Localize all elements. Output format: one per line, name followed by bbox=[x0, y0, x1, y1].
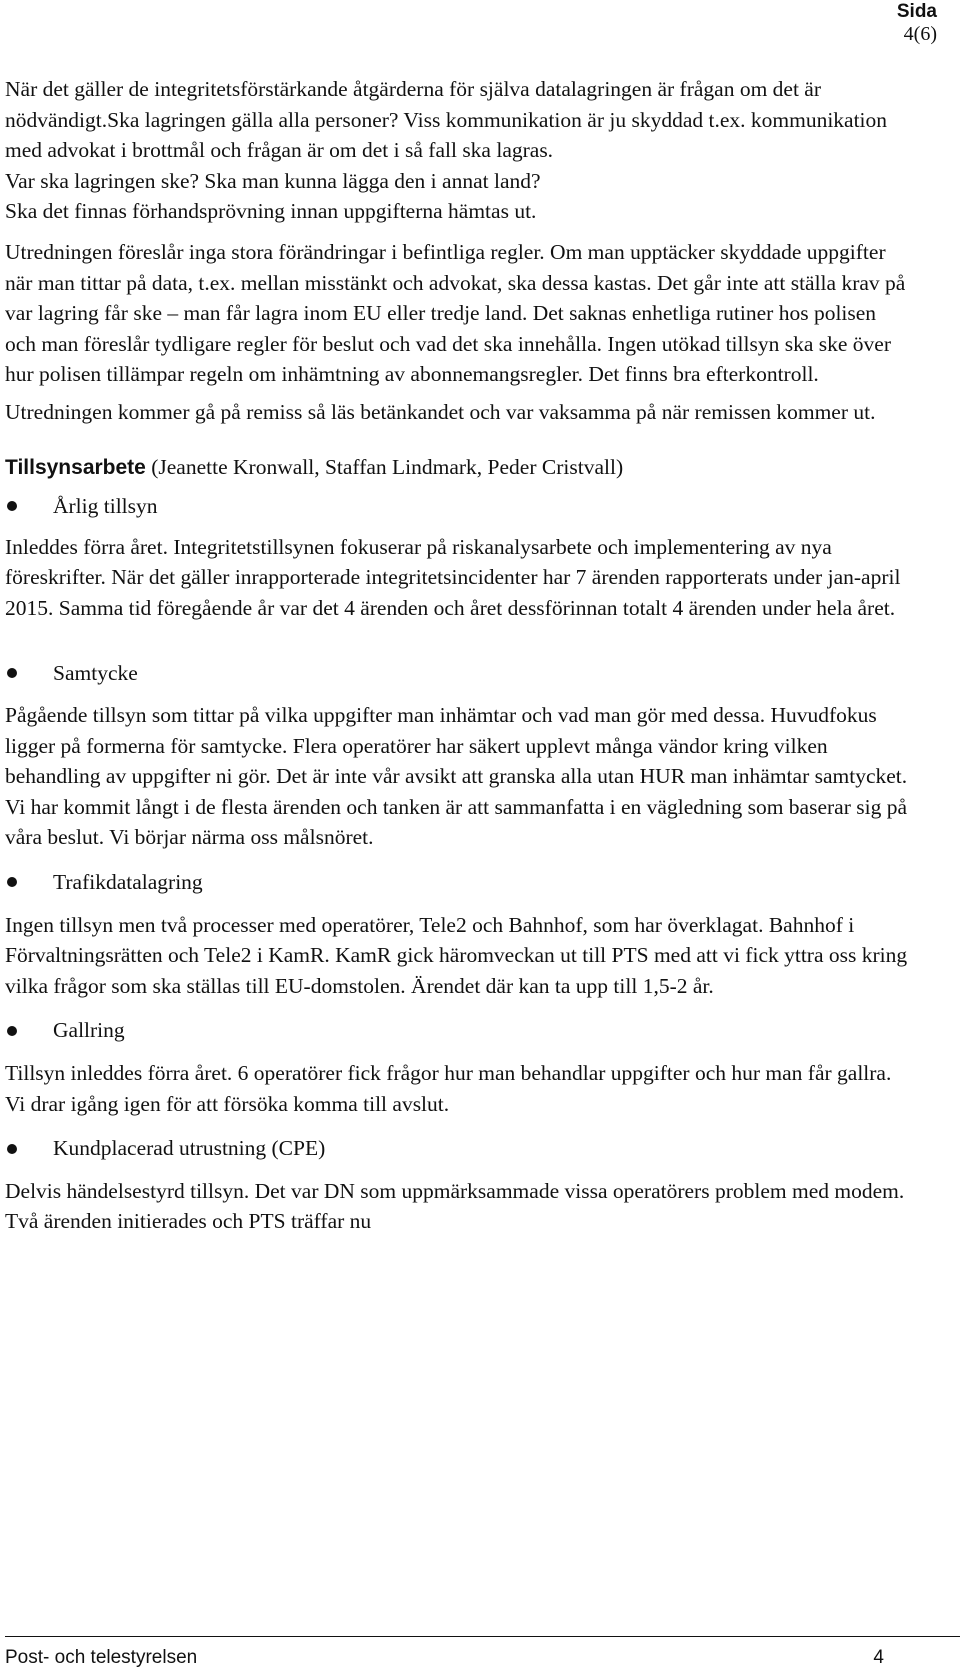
paragraph: Tillsyn inleddes förra året. 6 operatörer fick frågor hur man behandlar uppgifter och hur man får gallra. Vi drar igång igen för att försöka komma till avslut. bbox=[5, 1061, 892, 1116]
paragraph: Ska det finnas förhandsprövning innan uppgifterna hämtas ut. bbox=[5, 199, 537, 224]
bullet-item bbox=[5, 1133, 910, 1164]
paragraph: Pågående tillsyn som tittar på vilka uppgifter man inhämtar och vad man gör med dessa. Huvudfokus ligger på formerna för samtycke. Flera operatörer har säkert upplevt många vändor kring vilken behandling av uppgifter ni gör. Det är inte vår avsikt att granska alla utan HUR man inhämtar samtycket. Vi har kommit långt i de flesta ärenden och tanken är att sammanfatta i en vägledning som baserar sig på våra beslut. Vi börjar närma oss målsnöret. bbox=[5, 703, 908, 850]
page-header bbox=[897, 2, 937, 47]
bullet-dot-icon bbox=[7, 668, 17, 678]
section-heading bbox=[5, 452, 910, 484]
bullet-label: Samtycke bbox=[53, 660, 138, 685]
sida-label: Sida bbox=[896, 1, 937, 22]
bullet-label: Kundplacerad utrustning (CPE) bbox=[53, 1136, 326, 1161]
bullet-item bbox=[5, 658, 910, 689]
footer-organization: Post- och telestyrelsen bbox=[5, 1647, 198, 1668]
paragraph: Ingen tillsyn men två processer med operatörer, Tele2 och Bahnhof, som har överklagat. Bahnhof i Förvaltningsrätten och Tele2 i KamR. KamR gick häromveckan ut till PTS med att vi fick yttra oss kring vilka frågor som ska ställas till EU-domstolen. Ärendet där kan ta upp till 1,5-2 år. bbox=[5, 912, 908, 998]
footer-page-number: 4 bbox=[873, 1647, 884, 1668]
bullet-label: Årlig tillsyn bbox=[53, 494, 158, 519]
section-heading-authors: (Jeanette Kronwall, Staffan Lindmark, Peder Cristvall) bbox=[145, 454, 624, 479]
paragraph: Utredningen kommer gå på remiss så läs betänkandet och var vaksamma på när remissen kommer ut. bbox=[5, 399, 876, 424]
page-fraction: 4(6) bbox=[903, 23, 937, 45]
bullet-dot-icon bbox=[7, 1144, 17, 1154]
bullet-dot-icon bbox=[7, 1026, 17, 1036]
paragraph: Var ska lagringen ske? Ska man kunna lägga den i annat land? bbox=[5, 168, 541, 193]
bullet-dot-icon bbox=[7, 877, 17, 887]
paragraph: Delvis händelsestyrd tillsyn. Det var DN som uppmärksammade vissa operatörers problem med modem. Två ärenden initierades och PTS träffar nu bbox=[5, 1178, 905, 1234]
paragraph: Inleddes förra året. Integritetstillsynen fokuserar på riskanalysarbete och implementering av nya föreskrifter. När det gäller inrapporterade integritetsincidenter har 7 ärenden rapporterats under jan-april 2015. Samma tid föregående år var det 4 ärenden och året dessförinnan totalt 4 ärenden under hela året. bbox=[5, 534, 901, 620]
paragraph: När det gäller de integritetsförstärkande åtgärderna för själva datalagringen är frågan om det är nödvändigt.Ska lagringen gälla alla personer? Viss kommunikation är ju skyddad t.ex. kommunikation med advokat i brottmål och frågan är om det i så fall ska lagras. bbox=[5, 77, 888, 163]
bullet-item bbox=[5, 867, 910, 898]
bullet-dot-icon bbox=[7, 501, 17, 511]
section-heading-title: Tillsynsarbete bbox=[5, 455, 146, 479]
bullet-item bbox=[5, 491, 910, 522]
paragraph: Utredningen föreslår inga stora förändringar i befintliga regler. Om man upptäcker skyddade uppgifter när man tittar på data, t.ex. mellan misstänkt och advokat, ska dessa kastas. Det går inte att ställa krav på var lagring får ske – man får lagra inom EU eller tredje land. Det saknas enhetliga rutiner hos polisen och man föreslår tydligare regler för beslut och vad det ska innehålla. Ingen utökad tillsyn ska ske över hur polisen tillämpar regeln om inhämtning av abonnemangsregler. Det finns bra efterkontroll. bbox=[5, 239, 906, 387]
document-body bbox=[5, 74, 910, 1237]
bullet-label: Trafikdatalagring bbox=[53, 870, 203, 895]
bullet-label: Gallring bbox=[53, 1018, 125, 1043]
page-footer bbox=[5, 1636, 960, 1679]
bullet-item bbox=[5, 1015, 910, 1046]
